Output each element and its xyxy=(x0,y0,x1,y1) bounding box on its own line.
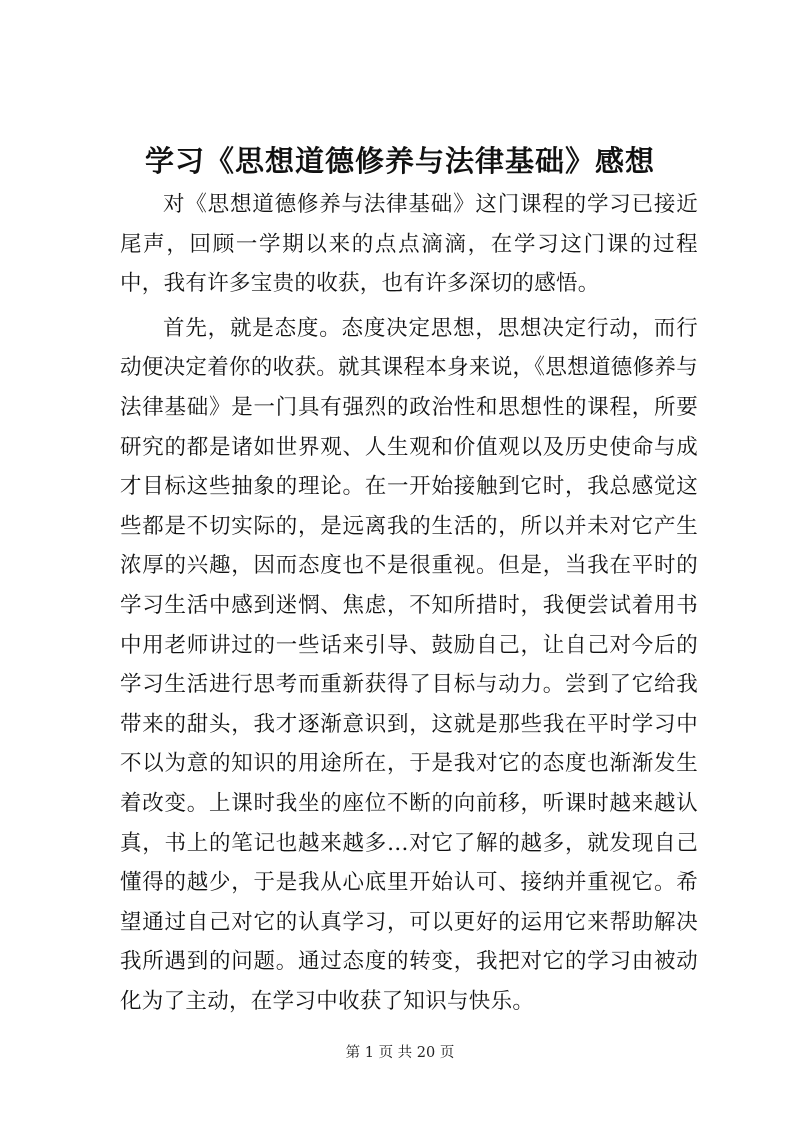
page-number-footer: 第 1 页 共 20 页 xyxy=(345,1045,455,1061)
paragraph-intro: 对《思想道德修养与法律基础》这门课程的学习已接近尾声，回顾一学期以来的点点滴滴，在学习这门课的过程中，我有许多宝贵的收获，也有许多深切的感悟。 xyxy=(120,192,698,297)
document-title: 学习《思想道德修养与法律基础》感想 xyxy=(144,144,655,178)
paragraph-attitude: 首先，就是态度。态度决定思想，思想决定行动，而行动便决定着你的收获。就其课程本身来说，《思想道德修养与法律基础》是一门具有强烈的政治性和思想性的课程，所要研究的都是诸如世界观、人生观和价值观以及历史使命与成才目标这些抽象的理论。在一开始接触到它时，我总感觉这些都是不切实际的，是远离我的生活的，所以并未对它产生浓厚的兴趣，因而态度也不是很重视。但是，当我在平时的学习生活中感到迷惘、焦虑，不知所措时，我便尝试着用书中用老师讲过的一些话来引导、鼓励自己，让自己对今后的学习生活进行思考而重新获得了目标与动力。尝到了它给我带来的甜头，我才逐渐意识到，这就是那些我在平时学习中不以为意的知识的用途所在，于是我对它的态度也渐渐发生着改变。上课时我坐的座位不断的向前移，听课时越来越认真，书上的笔记也越来越多…对它了解的越多，就发现自己懂得的越少，于是我从心底里开始认可、接纳并重视它。希望通过自己对它的认真学习，可以更好的运用它来帮助解决我所遇到的问题。通过态度的转变，我把对它的学习由被动化为了主动，在学习中收获了知识与快乐。 xyxy=(120,315,698,1014)
document-body xyxy=(120,185,698,1026)
